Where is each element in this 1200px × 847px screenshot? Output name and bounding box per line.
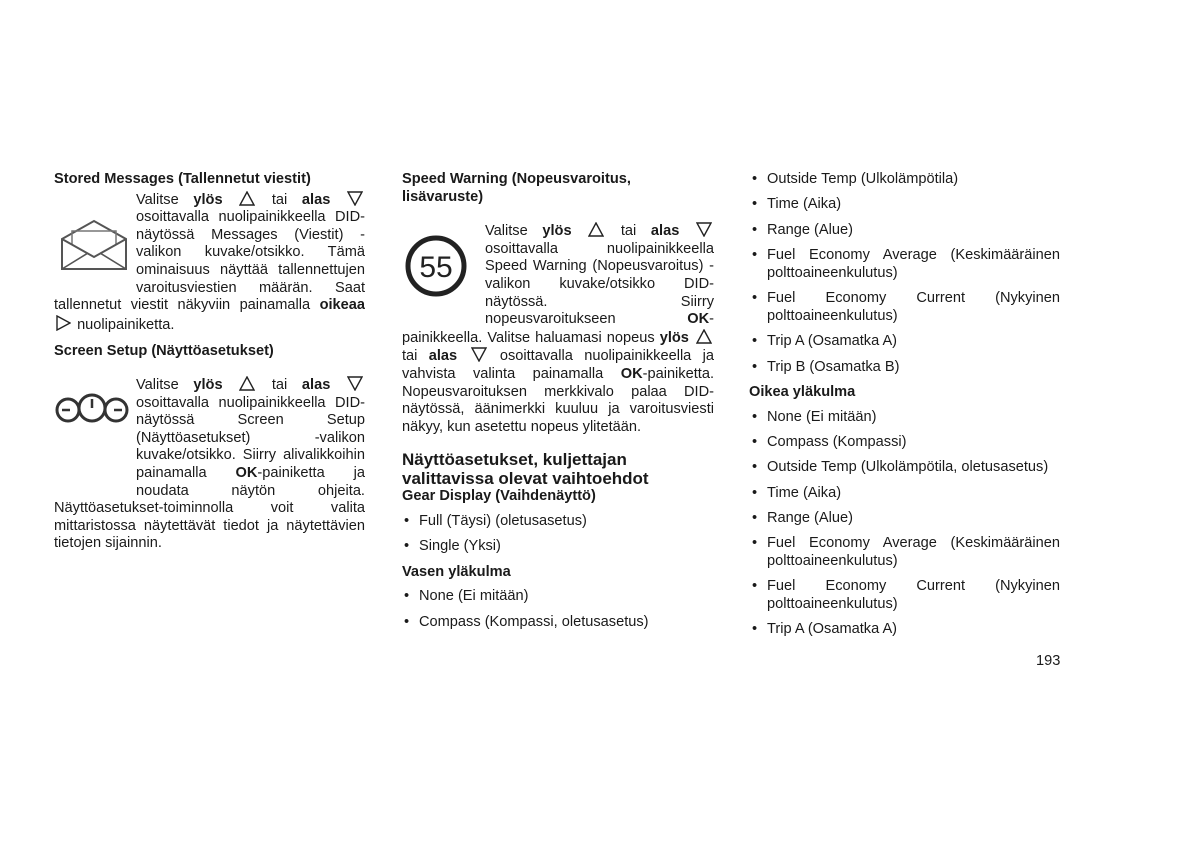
speed-ok-word-2: OK <box>620 365 643 382</box>
screen-or: tai <box>271 376 288 393</box>
column-left <box>54 171 365 553</box>
screen-up-word: ylös <box>193 376 223 393</box>
list-item: • Trip A (Osamatka A) <box>750 333 1060 351</box>
column-right <box>750 171 1060 647</box>
stored-right-word: oikeaa <box>319 297 365 314</box>
triangle-up-icon <box>239 376 255 391</box>
speed-warning-title: Speed Warning (Nopeusvaroitus, lisävaruste) <box>402 171 631 205</box>
page-number: 193 <box>1036 653 1061 669</box>
stored-messages-title: Stored Messages (Tallennetut viestit) <box>54 171 311 187</box>
triangle-right-icon <box>56 315 71 331</box>
left-corner-list-continued <box>750 171 1060 376</box>
screen-down-word: alas <box>301 376 331 393</box>
list-item: • None (Ei mitään) <box>402 588 714 606</box>
speed-limit-value: 55 <box>419 251 453 285</box>
speed-text-2: osoittavalla nuolipainikkeella Speed Warning (Nopeusvaroitus) -valikon kuvake/otsikko DID-näytössä. Siirry nopeusvaroitukseen <box>485 240 714 328</box>
speed-text-1: Valitse <box>485 223 528 240</box>
list-item: • Range (Alue) <box>750 510 1060 528</box>
list-item: • Outside Temp (Ulkolämpötila, oletusasetus) <box>750 459 1060 477</box>
triangle-up-icon <box>239 191 255 206</box>
speed-down-word-2: alas <box>428 348 458 365</box>
list-item: • Outside Temp (Ulkolämpötila) <box>750 171 1060 189</box>
stored-text-3: nuolipainiketta. <box>77 316 175 333</box>
list-item: • Fuel Economy Current (Nykyinen polttoaineenkulutus) <box>750 290 1060 325</box>
gear-display-list <box>402 513 714 556</box>
speed-warning-block <box>402 222 714 436</box>
speed-text-3: -painikkeella. Valitse haluamasi nopeus <box>402 311 714 346</box>
column-middle <box>402 171 714 639</box>
triangle-down-icon <box>696 222 712 237</box>
triangle-up-icon <box>588 222 604 237</box>
list-item: • Full (Täysi) (oletusasetus) <box>402 513 714 531</box>
screen-setup-title: Screen Setup (Näyttöasetukset) <box>54 343 274 360</box>
list-item: • Trip B (Osamatka B) <box>750 359 1060 377</box>
speed-limit-55-icon <box>404 234 468 298</box>
gauges-icon <box>54 393 130 425</box>
screen-setup-block <box>54 376 365 553</box>
speed-ok-word-1: OK <box>687 311 710 328</box>
speed-text-4: osoittavalla nuolipainikkeella ja vahvista valinta painamalla <box>402 348 714 382</box>
triangle-down-icon <box>471 347 487 362</box>
list-item: • Range (Alue) <box>750 222 1060 240</box>
triangle-down-icon <box>347 191 363 206</box>
stored-down-word: alas <box>301 191 331 208</box>
right-corner-title: Oikea yläkulma <box>749 383 856 400</box>
list-item: • Fuel Economy Average (Keskimääräinen polttoaineenkulutus) <box>750 247 1060 282</box>
screen-setup-text <box>54 376 365 553</box>
screen-text-3: -painiketta ja noudata näytön ohjeita. Näyttöasetukset-toiminnolla voit valita mittaristossa näytettävät tiedot ja näytettävien tietojen sijainnin. <box>54 464 365 552</box>
triangle-up-icon <box>696 329 712 344</box>
list-item: • Time (Aika) <box>750 485 1060 503</box>
list-item: • Trip A (Osamatka A) <box>750 621 1060 639</box>
speed-down-word: alas <box>650 223 680 240</box>
screen-text-2: osoittavalla nuolipainikkeella DID-näytössä Screen Setup (Näyttöasetukset) -valikon kuvake/otsikko. Siirry alivalikkoihin painamalla <box>136 394 365 481</box>
stored-text-1: Valitse <box>136 191 179 208</box>
right-corner-list <box>750 409 1060 640</box>
stored-messages-text <box>54 191 365 335</box>
list-item: • None (Ei mitään) <box>750 409 1060 427</box>
gear-display-title: Gear Display (Vaihdenäyttö) <box>402 488 596 505</box>
left-corner-list <box>402 588 714 631</box>
left-corner-title: Vasen yläkulma <box>402 563 511 580</box>
stored-up-word: ylös <box>193 191 223 208</box>
list-item: • Fuel Economy Current (Nykyinen polttoaineenkulutus) <box>750 578 1060 613</box>
stored-messages-block <box>54 191 365 335</box>
list-item: • Compass (Kompassi) <box>750 434 1060 452</box>
list-item: • Time (Aika) <box>750 196 1060 214</box>
stored-or: tai <box>271 191 288 208</box>
speed-up-word-2: ylös <box>659 329 689 346</box>
speed-warning-text <box>402 222 714 436</box>
list-item: • Fuel Economy Average (Keskimääräinen polttoaineenkulutus) <box>750 535 1060 570</box>
list-item: • Compass (Kompassi, oletusasetus) <box>402 614 714 632</box>
envelope-icon <box>58 217 130 272</box>
speed-up-word: ylös <box>542 223 572 240</box>
stored-text-2: osoittavalla nuolipainikkeella DID-näytössä Messages (Viestit) -valikon kuvake/otsikko. Tämä ominaisuus näyttää tallennettujen varoitusviestien määrän. Saat tallennetut viestit näkyviin painamalla <box>54 209 365 314</box>
speed-or-2: tai <box>402 348 418 365</box>
screen-ok-word: OK <box>235 464 258 481</box>
triangle-down-icon <box>347 376 363 391</box>
list-item: • Single (Yksi) <box>402 538 714 556</box>
speed-text-5: -painiketta. Nopeusvaroituksen merkkivalo palaa DID-näytössä, äänimerkki kuuluu ja varoitusviesti näkyy, kun asetettu nopeus ylitetään. <box>402 365 714 435</box>
speed-or: tai <box>620 223 637 240</box>
screen-text-1: Valitse <box>136 376 179 393</box>
section-heading: Näyttöasetukset, kuljettajan valittavissa olevat vaihtoehdot <box>402 450 649 489</box>
